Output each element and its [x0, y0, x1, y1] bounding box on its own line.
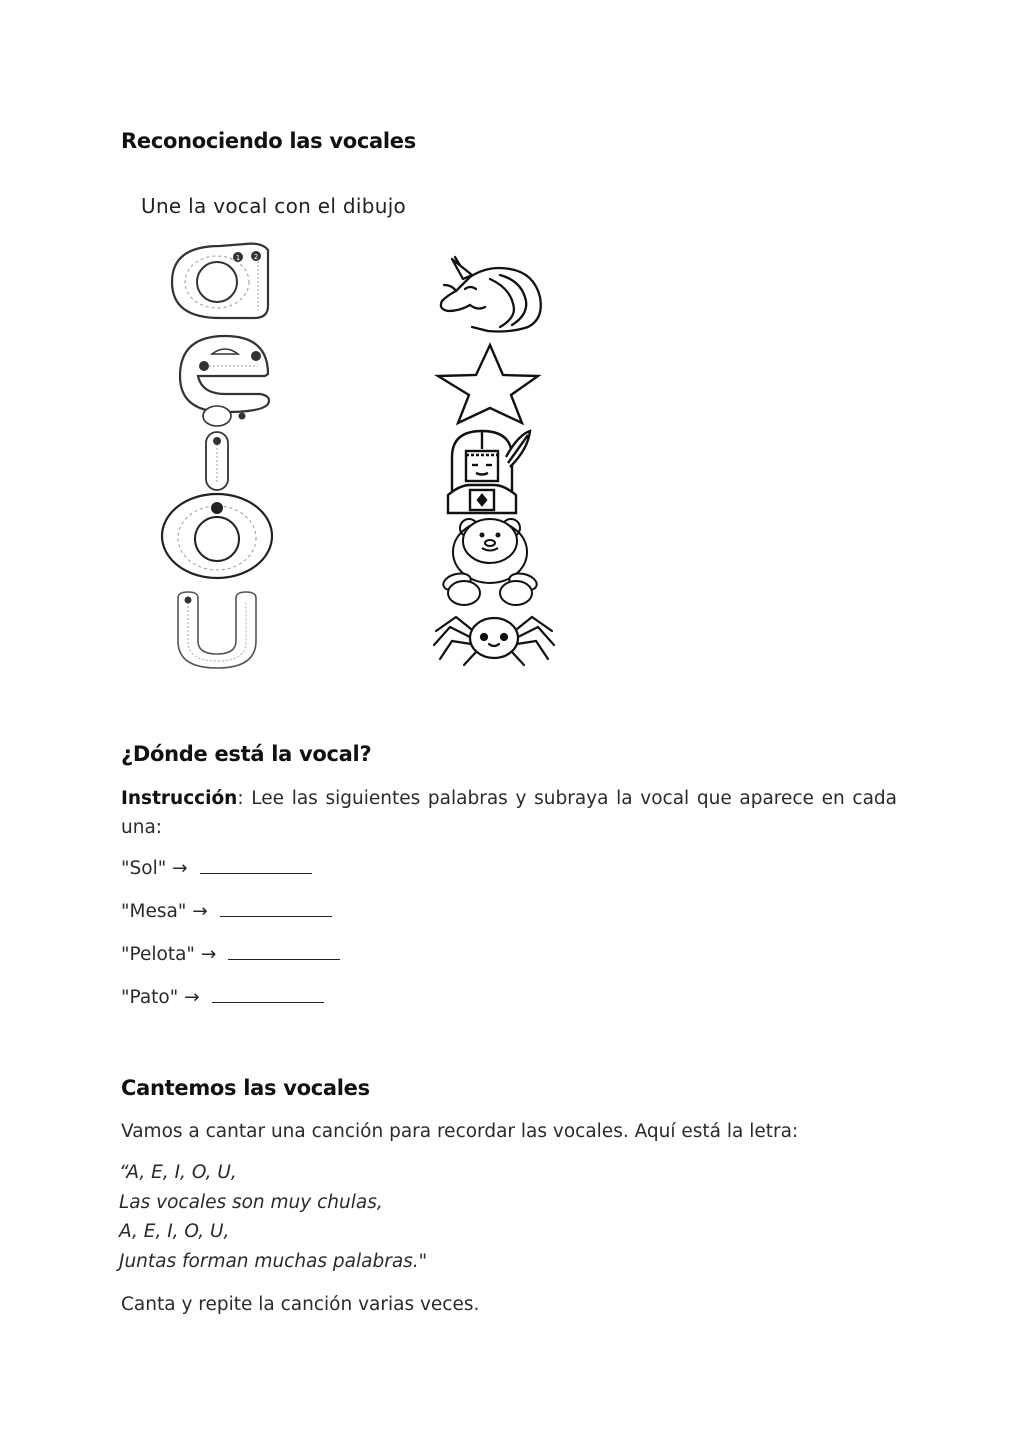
letter-o-tracing-icon [162, 494, 272, 578]
word-item-pelota [121, 944, 340, 965]
letter-e-tracing-icon [180, 336, 269, 412]
answer-blank[interactable] [200, 859, 312, 874]
instruction-label: Instrucción [121, 788, 238, 809]
star-icon [438, 345, 538, 423]
arrow-icon: → [200, 944, 217, 965]
letter-a-tracing-icon [172, 244, 268, 318]
spider-icon [434, 617, 554, 665]
word-label: "Sol" [121, 858, 167, 879]
lyric-line: A, E, I, O, U, [119, 1221, 230, 1242]
svg-text:1: 1 [235, 254, 241, 262]
letter-u-tracing-icon [178, 592, 256, 668]
arrow-icon: → [184, 987, 200, 1008]
teddy-bear-icon [441, 519, 538, 605]
section-title-recognizing-vowels: Reconociendo las vocales [121, 129, 416, 153]
instruction-text: : Lee las siguientes palabras y subraya la vocal que aparece en cada una: [121, 788, 897, 838]
song-intro: Vamos a cantar una canción para recordar las vocales. Aquí está la letra: [121, 1121, 799, 1142]
pictures-column [430, 245, 570, 675]
svg-text:2: 2 [253, 253, 259, 261]
song-lyrics [119, 1158, 427, 1276]
letter-i-tracing-icon [203, 406, 246, 490]
arrow-icon: → [172, 858, 188, 879]
section-title-where-is-vowel: ¿Dónde está la vocal? [121, 742, 372, 766]
word-item-mesa [121, 901, 332, 922]
matching-instruction: Une la vocal con el dibujo [141, 194, 407, 218]
word-label: "Pelota" [121, 944, 195, 965]
lyric-line: Juntas forman muchas palabras." [119, 1250, 428, 1272]
word-label: "Mesa" [121, 901, 187, 922]
unicorn-icon [441, 257, 541, 332]
vowel-tracing-column [150, 236, 290, 676]
instruction-paragraph [121, 784, 897, 842]
word-item-pato [121, 987, 324, 1008]
section-title-sing-vowels: Cantemos las vocales [121, 1076, 370, 1100]
answer-blank[interactable] [220, 902, 332, 917]
closing-instruction: Canta y repite la canción varias veces. [121, 1294, 480, 1315]
native-girl-icon [448, 431, 530, 513]
arrow-icon: → [192, 901, 208, 922]
word-item-sol [121, 858, 312, 879]
lyric-line: Las vocales son muy chulas, [119, 1191, 383, 1213]
word-label: "Pato" [121, 987, 179, 1008]
answer-blank[interactable] [212, 988, 324, 1003]
lyric-line: “A, E, I, O, U, [119, 1162, 237, 1183]
answer-blank[interactable] [228, 945, 340, 960]
